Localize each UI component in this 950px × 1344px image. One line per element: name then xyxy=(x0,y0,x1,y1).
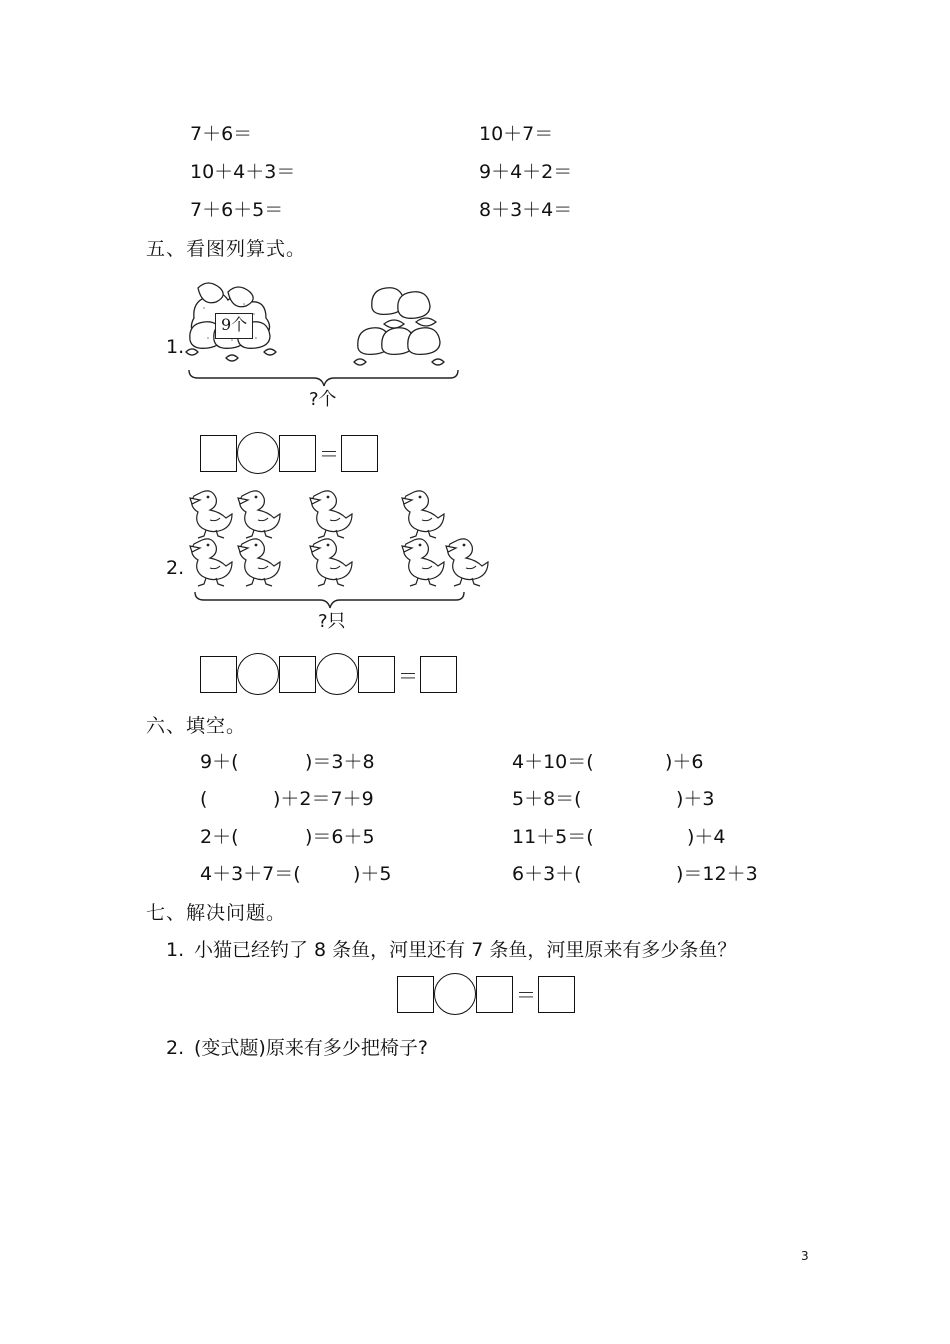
calc-1-right: 10＋7＝ xyxy=(479,123,554,145)
q1-number: 1. xyxy=(166,336,185,358)
calc-3-left: 7＋6＋5＝ xyxy=(190,199,284,221)
q2-answer-box-3[interactable] xyxy=(358,656,395,693)
s7-q1-operator-circle[interactable] xyxy=(434,973,476,1015)
q2-brace xyxy=(194,590,466,612)
calc-2-left: 10＋4＋3＝ xyxy=(190,161,296,183)
q2-result-box[interactable] xyxy=(420,656,457,693)
q2-operator-circle-2[interactable] xyxy=(316,653,358,695)
q2-total-label: ?只 xyxy=(318,611,346,632)
fill-1-right-b: )＋6 xyxy=(665,751,704,773)
page-number: 3 xyxy=(801,1249,809,1263)
q1-equals-sign: ＝ xyxy=(319,442,339,466)
q1-answer-box-1[interactable] xyxy=(200,435,237,472)
q2-answer-box-1[interactable] xyxy=(200,656,237,693)
s7-q1-result-box[interactable] xyxy=(538,976,575,1013)
fill-4-right-a: 6＋3＋( xyxy=(512,863,582,885)
fill-4-left-b: )＋5 xyxy=(353,863,392,885)
s7-q2-text: (变式题)原来有多少把椅子? xyxy=(194,1037,428,1059)
q1-answer-box-2[interactable] xyxy=(279,435,316,472)
calc-1-left: 7＋6＝ xyxy=(190,123,253,145)
section-6-title: 六、填空。 xyxy=(146,715,247,737)
q2-equals-sign: ＝ xyxy=(398,664,418,688)
s7-q1-equals-sign: ＝ xyxy=(516,983,536,1007)
s7-q1-answer-box-1[interactable] xyxy=(397,976,434,1013)
fill-2-left-b: )＋2＝7＋9 xyxy=(273,788,374,810)
peaches-right-illustration xyxy=(354,284,449,370)
q2-answer-box-2[interactable] xyxy=(279,656,316,693)
calc-3-right: 8＋3＋4＝ xyxy=(479,199,573,221)
q1-brace xyxy=(188,368,460,390)
fill-3-left-a: 2＋( xyxy=(200,826,239,848)
q1-operator-circle[interactable] xyxy=(237,432,279,474)
q1-result-box[interactable] xyxy=(341,435,378,472)
fill-3-right-a: 11＋5＝( xyxy=(512,826,594,848)
q2-operator-circle-1[interactable] xyxy=(237,653,279,695)
fill-2-right-a: 5＋8＝( xyxy=(512,788,582,810)
fill-1-left-a: 9＋( xyxy=(200,751,239,773)
q2-number: 2. xyxy=(166,557,185,579)
fill-4-right-b: )＝12＋3 xyxy=(676,863,758,885)
fill-2-left-a: ( xyxy=(200,788,208,810)
s7-q1-text: 小猫已经钓了 8 条鱼，河里还有 7 条鱼，河里原来有多少条鱼？ xyxy=(194,939,737,961)
calc-2-right: 9＋4＋2＝ xyxy=(479,161,573,183)
fill-1-left-b: )＝3＋8 xyxy=(305,751,375,773)
section-5-title: 五、看图列算式。 xyxy=(146,238,307,260)
q1-total-label: ?个 xyxy=(309,389,337,410)
s7-q1-answer-box-2[interactable] xyxy=(476,976,513,1013)
peach-count-label: 9个 xyxy=(221,315,248,334)
fill-3-right-b: )＋4 xyxy=(687,826,726,848)
s7-q1-number: 1. xyxy=(166,939,185,961)
fill-4-left-a: 4＋3＋7＝( xyxy=(200,863,301,885)
section-7-title: 七、解决问题。 xyxy=(146,902,287,924)
fill-3-left-b: )＝6＋5 xyxy=(305,826,375,848)
fill-2-right-b: )＋3 xyxy=(676,788,715,810)
s7-q2-number: 2. xyxy=(166,1037,185,1059)
ducks-illustration xyxy=(184,488,484,588)
fill-1-right-a: 4＋10＝( xyxy=(512,751,594,773)
